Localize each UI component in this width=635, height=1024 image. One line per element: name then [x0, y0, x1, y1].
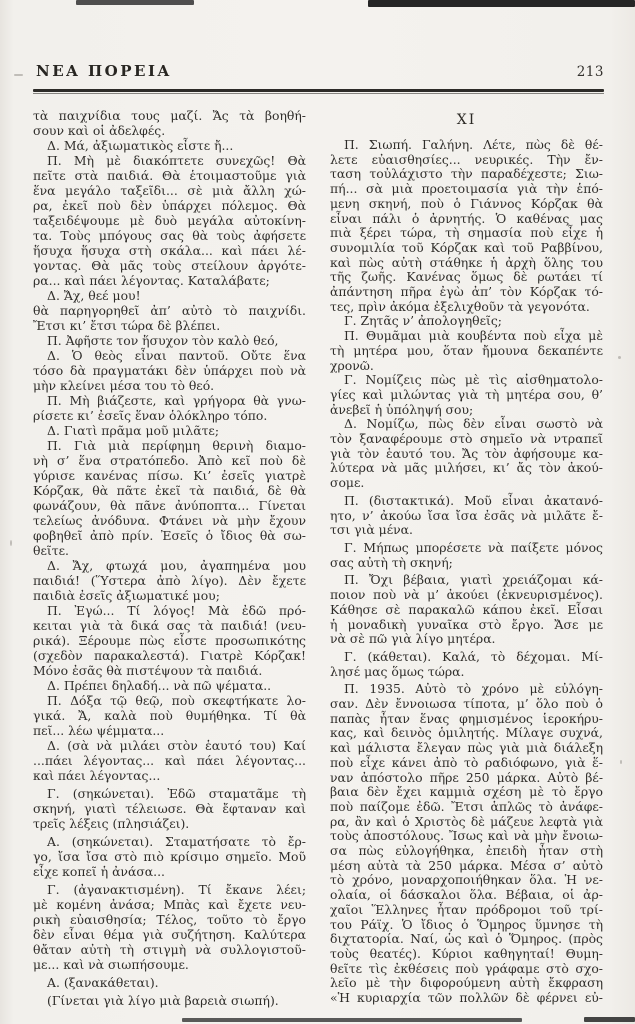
text-line: λετε εὐαισθησίες... νευρικές. Τὴν ἔν- [330, 151, 603, 167]
text-line: Δ. Μά, ἀξιωματικὸς εἶστε ἤ... [47, 138, 234, 153]
header-rule [33, 89, 604, 95]
text-line: πεῖ... λέω ψέμματα... [33, 723, 165, 738]
text-line: τῆς ζωῆς. Κανένας ὅμως δὲ ρωτάει τί [330, 269, 603, 285]
text-line: Δ. Ὁ θεὸς εἶναι παντοῦ. Οὔτε ἕνα [47, 348, 306, 363]
text-line: μὴν κλείνει μέσα του τὸ θεό. [33, 378, 215, 393]
text-line: τσι γιὰ μένα. [330, 522, 413, 538]
text-line: Π. Ἀφῆστε τον ἥσυχον τὸν καλὸ θεό, [47, 333, 279, 348]
text-line: λησέ μας ὅμως τώρα. [330, 663, 465, 679]
text-line: κειται γιὰ τὰ δικά σας τὰ παιδιά! (νευ- [33, 618, 306, 633]
text-line: πή... σὰ μιὰ προετοιμασία γιὰ τὴν ἑπό- [330, 181, 603, 197]
text-line: παπὰς ἦταν ἕνας φημισμένος ἱεροκήρυ- [330, 710, 603, 726]
text-line: βαια δὲν ἔχει καμμιὰ σχέση μὲ τὸ ἔργο [330, 784, 603, 800]
text-line: θεῖτε τὶς ἐκθέσεις ποὺ γράφαμε στὸ σχο- [330, 960, 603, 976]
text-line: Γ. Ζητᾶς ν’ ἀπολογηθεῖς; [344, 313, 502, 329]
text-line: σουν καὶ οἱ ἀδελφές. [33, 123, 166, 138]
scan-artifact-bottom-right [584, 1017, 635, 1022]
paper-speck [10, 540, 12, 546]
text-line: ρικὴ εὐαισθησία; Τέλος, τοῦτο τὸ ἔργο [33, 912, 306, 927]
text-line: τελείως ἀνόδυνα. Φτάνει νὰ μὴν ἔχουν [33, 513, 306, 528]
text-line: ἀνεβεῖ ἡ ὑπόληψή σου; [330, 401, 474, 417]
text-line: Α. (ξανακάθεται). [47, 975, 159, 990]
text-line: Δ. Γιατὶ πρᾶμα μοῦ μιλᾶτε; [47, 423, 220, 438]
scan-artifact-top-right [368, 0, 635, 7]
section-heading: XI [456, 112, 477, 128]
text-line: χαῖοι Ἕλληνες ἦταν πρόδρομοι τοῦ τρί- [330, 901, 603, 917]
text-line: «Ἡ κυριαρχία τῶν πολλῶν δὲ φέρνει εὐ- [330, 990, 603, 1006]
text-line: τὰ παιχνίδια τους μαζί. Ἄς τὰ βοηθή- [33, 108, 306, 123]
text-line: φοβηθεῖ ἀπὸ πρίν. Ἐσεῖς ὁ ἴδιος θὰ σω- [33, 528, 306, 543]
text-line: Γ. (ἀγανακτισμένη). Τί ἔκανε λέει; [47, 882, 306, 897]
page-number: 213 [576, 64, 604, 80]
text-line: (Γίνεται γιὰ λίγο μιὰ βαρειὰ σιωπή). [47, 993, 279, 1008]
journal-title: ΝΕΑ ΠΟΡΕΙΑ [36, 62, 172, 80]
text-line: Δ. Ἄχ, θεέ μου! [47, 288, 141, 303]
header-rule-thin [33, 93, 604, 94]
text-line: Π. Μὴ βιάζεστε, καὶ γρήγορα θὰ γνω- [47, 393, 306, 408]
text-line: τοὺς θεατές). Κύριοι καθηγηταί! Θυμη- [330, 945, 603, 961]
text-line: σομε. [330, 475, 365, 491]
text-line: Γ. Νομίζεις πὼς μὲ τὶς αἰσθηματολο- [344, 372, 603, 388]
scan-artifact-top-left [76, 0, 194, 5]
text-line: Κάθησε σὲ παρακαλῶ κάπου ἐκεῖ. Εἶσαι [330, 601, 603, 617]
text-line: ναν ἀπόστολο πῆρε 250 μάρκα. Αὐτὸ βέ- [330, 769, 603, 785]
text-line: γιὰ τὸν ἑαυτό του. Ἄς τὸν ἀφήσουμε κα- [330, 445, 603, 461]
text-line: φωνάζουν, θὰ πᾶνε ἀνύποπτα... Γίνεται [33, 498, 306, 513]
text-line: ἥσυχα ἥσυχα στὴ σκάλα... καὶ πάει λέ- [33, 243, 306, 258]
paper-speck [618, 356, 621, 359]
text-line: συνομιλία τοῦ Κόρζακ καὶ τοῦ Ραββίνου, [330, 239, 603, 255]
text-line: ἕνα μεγάλο ταξεῖδι... σὲ μιὰ ἄλλη χώ- [33, 183, 306, 198]
text-line: ποιον ποὺ νὰ μ’ ἀκούει (ἐκνευρισμένος). [330, 587, 603, 603]
text-line: σαν. Δὲν ἔννοιωσα τίποτα, μ’ ὅλο ποὺ ὁ [330, 696, 603, 712]
text-line: γο, ἴσα ἴσα στὸ πιὸ κρίσιμο σημεῖο. Μοῦ [33, 849, 306, 864]
text-line: γίες καὶ μιλώντας γιὰ τὴ μητέρα σου, θ’ [330, 386, 603, 402]
text-line: νὴ σ’ ἕνα στρατόπεδο. Ἀπὸ κεῖ ποὺ δὲ [33, 453, 306, 468]
paper-speck [14, 74, 23, 76]
text-line: ποὺ παίζομε ἐδῶ. Ἔτσι ἁπλῶς τὸ ἀνάφε- [330, 798, 603, 814]
text-line: ρα, ἂν καὶ ὁ Χριστὸς δὲ μάζευε λεφτὰ γιὰ [330, 813, 603, 829]
scan-artifact-bottom-left [182, 1018, 522, 1022]
text-line: τὴ μητέρα μου, ὅταν ἤμουνα δεκαπέντε [330, 342, 603, 358]
text-line: Δ. Ἄχ, φτωχά μου, ἀγαπημένα μου [47, 558, 306, 573]
text-line: παιδιὰ ἐσεῖς ἀξιωματικέ μου; [33, 588, 220, 603]
text-line: Π. Μὴ μὲ διακόπτετε συνεχῶς! Θὰ [47, 153, 306, 168]
text-line: ρα... καὶ πάει λέγοντας. Καταλάβατε; [33, 273, 270, 288]
text-line: θεῖτε. [33, 543, 69, 558]
text-line: γύρισε κανένας πίσω. Κι’ ἐσεῖς γιατρὲ [33, 468, 306, 483]
text-line: ολαία, οἱ δάσκαλοι ὅλα. Βέβαια, οἱ ἀρ- [330, 887, 603, 903]
text-line: Μόνο ἐσᾶς θὰ πιστέψουν τὰ παιδιά. [33, 663, 263, 678]
text-line: Π. Δόξα τῷ θεῷ, ποὺ σκεφτήκατε λο- [47, 693, 306, 708]
text-line: Π. Ὄχι βέβαια, γιατὶ χρειάζομαι κά- [344, 572, 603, 588]
text-line: ποὺ εἶχε κάνει ἀπὸ τὸ ραδιόφωνο, γιὰ ἕ- [330, 754, 603, 770]
text-line: διχτατορία. Ναί, ὡς καὶ ὁ Ὅμηρος. (πρὸς [330, 931, 603, 947]
text-line: Γ. (κάθεται). Καλά, τὸ δέχομαι. Μί- [344, 648, 603, 664]
text-line: λεῖο μὲ τὴν διφορούμενη αὐτὴ ἔκφραση [330, 975, 603, 991]
text-line: ἡ μοναδικὴ γυναῖκα στὸ ἔργο. Ἄσε με [330, 616, 603, 632]
text-line: πιὰ ξέρει τώρα, τὴ σημασία ποὺ εἶχε ἡ [330, 225, 603, 241]
text-line: παιδιά! (Ὕστερα ἀπὸ λίγο). Δὲν ἔχετε [33, 573, 306, 588]
column-right-lines [330, 138, 603, 1006]
paper-speck [620, 760, 622, 764]
text-line: σκηνή, γιατὶ τέλειωσε. Θὰ ἔφταναν καὶ [33, 801, 306, 816]
text-line: τόσο δὰ πραγματάκι δὲν ὑπάρχει ποὺ νὰ [33, 363, 306, 378]
text-line: Π. Σιωπή. Γαλήνη. Λέτε, πὼς δὲ θέ- [344, 137, 603, 152]
text-line: ...πάει λέγοντας... καὶ πάει λέγοντας... [33, 753, 306, 768]
text-line: Π. 1935. Αὐτὸ τὸ χρόνο μὲ εὐλόγη- [344, 681, 603, 697]
text-line: ητο, ν’ ἀκούω ἴσα ἴσα ἐσᾶς νὰ μιλᾶτε ἔ- [330, 507, 603, 523]
text-line: θἄταν αὐτὴ τὴ στιγμὴ νὰ συλλογιστοῦ- [33, 942, 306, 957]
text-line: Ἔτσι κι’ ἔτσι τώρα δὲ βλέπει. [33, 318, 221, 333]
header-rule-thick [33, 89, 604, 92]
text-line: ταξειδέψουμε μὲ δυὸ μεγάλα αὐτοκίνη- [33, 213, 306, 228]
text-line: ρικά). Ξέρουμε πὼς εἶστε προσωπικότης [33, 633, 306, 648]
text-line: Γ. (σηκώνεται). Ἐδῶ σταματᾶμε τὴ [47, 786, 306, 801]
text-line: σας αὐτὴ τὴ σκηνή; [330, 554, 453, 570]
text-line: Δ. (σὰ νὰ μιλάει στὸν ἑαυτό του) Καί [47, 738, 306, 753]
text-line: Α. (σηκώνεται). Σταματήσατε τὸ ἔρ- [47, 834, 306, 849]
text-line: δὲν εἶναι θέμα γιὰ συζήτηση. Καλύτερα [33, 927, 306, 942]
text-line: Κόρζακ, θὰ πᾶτε ἐκεῖ τὰ παιδιά, δὲ θὰ [33, 483, 306, 498]
text-line: σα πὼς εὐλογήθηκα, ἐπειδὴ ἦταν στὴ [330, 843, 603, 859]
text-line: Δ. Πρέπει δηλαδή... νὰ πῶ ψέματα.. [47, 678, 272, 693]
text-line: νὰ σὲ πῶ γιὰ λίγο μητέρα. [330, 631, 496, 647]
text-line: (σχεδὸν παρακαλεστά). Γιατρὲ Κόρζακ! [33, 648, 306, 663]
text-line: Π. (διστακτικά). Μοῦ εἶναι ἀκατανό- [344, 492, 603, 508]
text-line: τοὺς ἀποστόλους. Ἴσως καὶ νὰ μὴν ἔνοιω- [330, 828, 603, 844]
text-line: του Ράϊχ. Ὁ ἴδιος ὁ Ὅμηρος ὕμνησε τὴ [330, 916, 603, 932]
text-line: μενη σκηνή, ποὺ ὁ Γιάννος Κόρζακ θὰ [330, 195, 603, 211]
text-line: εἶναι πάλι ὁ ἀρνητής. Ὁ καθένας μας [330, 210, 603, 226]
text-line: εἶχε κοπεῖ ἡ ἀνάσα... [33, 864, 165, 879]
text-line: χρονῶ. [330, 357, 374, 373]
text-line: ταση τοὐλάχιστο τὴν παραδέχεστε; Σιω- [330, 166, 603, 182]
text-line: γικά. Ἄ, καλὰ ποὺ θυμήθηκα. Τί θὰ [33, 708, 306, 723]
text-line: Γ. Μήπως μπορέσετε νὰ παίξετε μόνος [344, 539, 603, 555]
text-line: γοντας. Θὰ μᾶς τοὺς στείλουν ἀργότε- [33, 258, 306, 273]
text-line: τα. Τοὺς μπόγους σας θὰ τοὺς ἀφήσετε [33, 228, 306, 243]
text-line: Π. Θυμᾶμαι μιὰ κουβέντα ποὺ εἶχα μὲ [344, 328, 603, 344]
text-line: τὸν ξαναφέρουμε στὸ σημεῖο νὰ ντραπεῖ [330, 431, 603, 447]
column-left [33, 108, 306, 1008]
text-line: καὶ πάει λέγοντας... [33, 768, 161, 783]
text-line: τὸ χρόνο, μοναρχοποιήθηκαν ὅλα. Ἡ νε- [330, 872, 603, 888]
column-right [330, 108, 603, 1006]
text-line: θὰ παρηγορηθεῖ ἀπ’ αὐτὸ τὸ παιχνίδι. [33, 303, 306, 318]
text-line: κας, καὶ δεινὸς ὁμιλητής. Μίλαγε συχνά, [330, 725, 603, 741]
text-line: ρίσετε κι’ ἐσεῖς ἕναν ὁλόκληρο τόπο. [33, 408, 268, 423]
text-line: Δ. Νομίζω, πὼς δὲν εἶναι σωστὸ νὰ [344, 416, 603, 432]
text-line: καὶ μάλιστα ἔλεγαν πὼς γιὰ μιὰ διάλεξη [330, 740, 603, 756]
text-line: τες, πρὶν ἀκόμα ἐξελιχθοῦν τὰ γεγονότα. [330, 298, 590, 314]
text-line: μὲ κομένη ἀνάσα; Μπὰς καὶ ἔχετε νευ- [33, 897, 306, 912]
text-line: ρα, ἐκεῖ ποὺ δὲν ὑπάρχει πόλεμος. Θὰ [33, 198, 306, 213]
text-line: Π. Ἐγώ... Τί λόγος! Μὰ ἐδῶ πρό- [47, 603, 306, 618]
text-line: Π. Γιὰ μιὰ περίφημη θερινὴ διαμο- [47, 438, 306, 453]
text-line: τρεῖς λέξεις (πλησιάζει). [33, 816, 190, 831]
text-line: πεῖτε στὰ παιδιά. Θὰ ἑτοιμαστοῦμε γιὰ [33, 168, 306, 183]
text-line: με... καὶ νὰ σιωπήσουμε. [33, 957, 189, 972]
text-line: μέση αὐτὰ τὰ 250 μάρκα. Μέσα σ’ αὐτὸ [330, 857, 603, 873]
text-line: καὶ πὼς αὐτὴ στάθηκε ἡ ἀρχὴ ὅλης του [330, 254, 603, 270]
text-line: λύτερα νὰ μᾶς μιλήσει, κι’ ἄς τὸν ἀκού- [330, 460, 603, 476]
text-line: ἀπάντηση πῆρα ἐγὼ ἀπ’ τὸν Κόρζακ τό- [330, 284, 603, 300]
